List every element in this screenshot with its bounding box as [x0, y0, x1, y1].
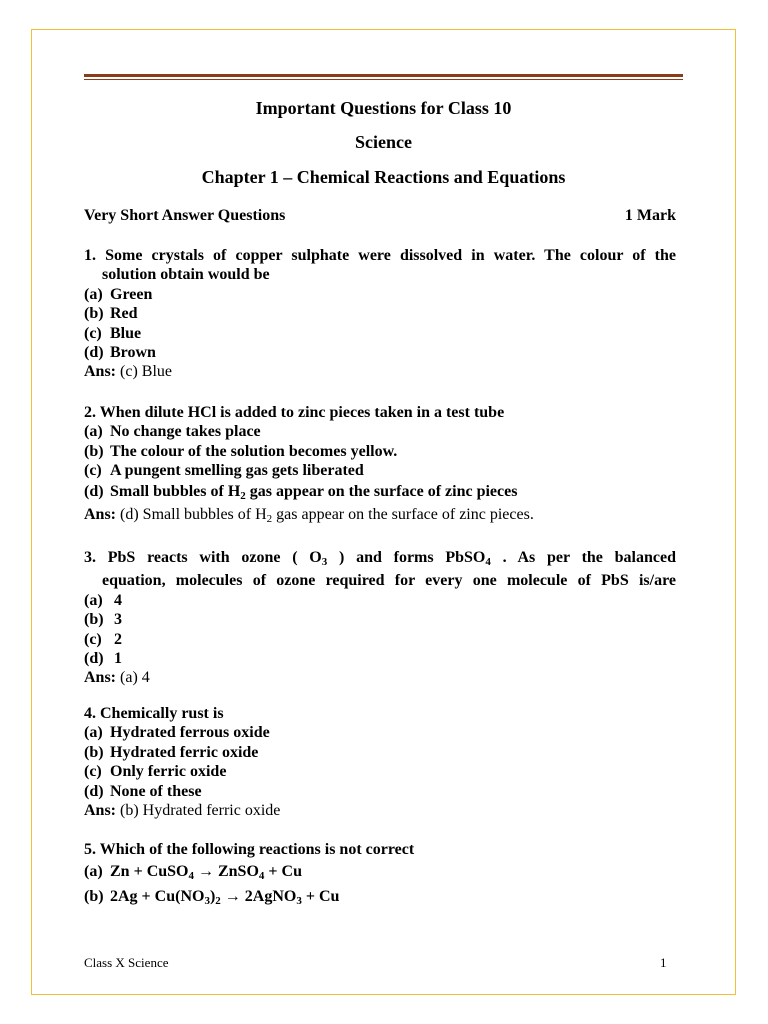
option-c: (c) 2 [84, 630, 122, 648]
question-text-cont: solution obtain would be [102, 266, 270, 284]
option-c: (c) Only ferric oxide [84, 763, 227, 781]
page-number: 1 [660, 955, 667, 970]
footer-label: Class X Science [84, 955, 169, 970]
section-marks: 1 Mark [624, 207, 676, 224]
question-3 [84, 548, 676, 688]
section-name: Very Short Answer Questions [84, 207, 286, 224]
question-5 [84, 840, 676, 906]
question-text: 5. Which of the following reactions is not correct [84, 841, 415, 858]
option-d: (d) 1 [84, 650, 122, 668]
header-rule-thin [84, 79, 683, 80]
option-b-equation: (b) $2Ag + Cu(NO_3)_2$ → 2AgNO$_3$ + Cu [84, 887, 340, 907]
question-text: 1. Some crystals of copper sulphate were dissolved in water. The colour of the [84, 247, 677, 264]
option-d: (d) Brown [84, 344, 156, 362]
question-text: 2. When dilute HCl is added to zinc pieces taken in a test tube [84, 404, 505, 421]
question-text: 3. PbS reacts with ozone ( $O_3$ ) and forms PbSO$_4$ . As per the balanced [84, 549, 677, 568]
answer: Ans: (b) Hydrated ferric oxide [84, 802, 281, 820]
option-b: (b) 3 [84, 611, 122, 629]
question-text: 4. Chemically rust is [84, 705, 224, 722]
option-a: (a) 4 [84, 591, 122, 609]
answer: Ans: (a) 4 [84, 669, 150, 687]
question-1 [84, 246, 676, 382]
option-a: (a) No change takes place [84, 423, 261, 441]
option-a: (a) Green [84, 285, 153, 303]
option-b: (b) Red [84, 305, 138, 323]
option-a-equation: (a) Zn + CuSO$_4$ → ZnSO$_4$ + Cu [84, 863, 302, 883]
option-d: (d) Small bubbles of $H_2$ gas appear on the surface of zinc pieces [84, 482, 518, 502]
document-title: Important Questions for Class 10 [255, 98, 512, 118]
option-d: (d) None of these [84, 782, 202, 800]
question-2 [84, 403, 676, 524]
chapter-title: Chapter 1 – Chemical Reactions and Equations [201, 167, 566, 187]
question-4 [84, 704, 676, 820]
option-c: (c) A pungent smelling gas gets liberated [84, 462, 364, 480]
option-b: (b) The colour of the solution becomes yellow. [84, 442, 398, 460]
option-a: (a) Hydrated ferrous oxide [84, 724, 270, 742]
subject-title: Science [355, 132, 412, 152]
answer: Ans: (c) Blue [84, 363, 172, 381]
question-text-cont: equation, molecules of ozone required for every one molecule of PbS is/are [102, 572, 676, 590]
option-b: (b) Hydrated ferric oxide [84, 743, 259, 761]
answer: Ans: (d) Small bubbles of $H_2$ gas appear on the surface of zinc pieces. [84, 506, 534, 526]
option-c: (c) Blue [84, 324, 142, 342]
header-rule-thick [84, 74, 683, 77]
section-header [84, 207, 676, 225]
